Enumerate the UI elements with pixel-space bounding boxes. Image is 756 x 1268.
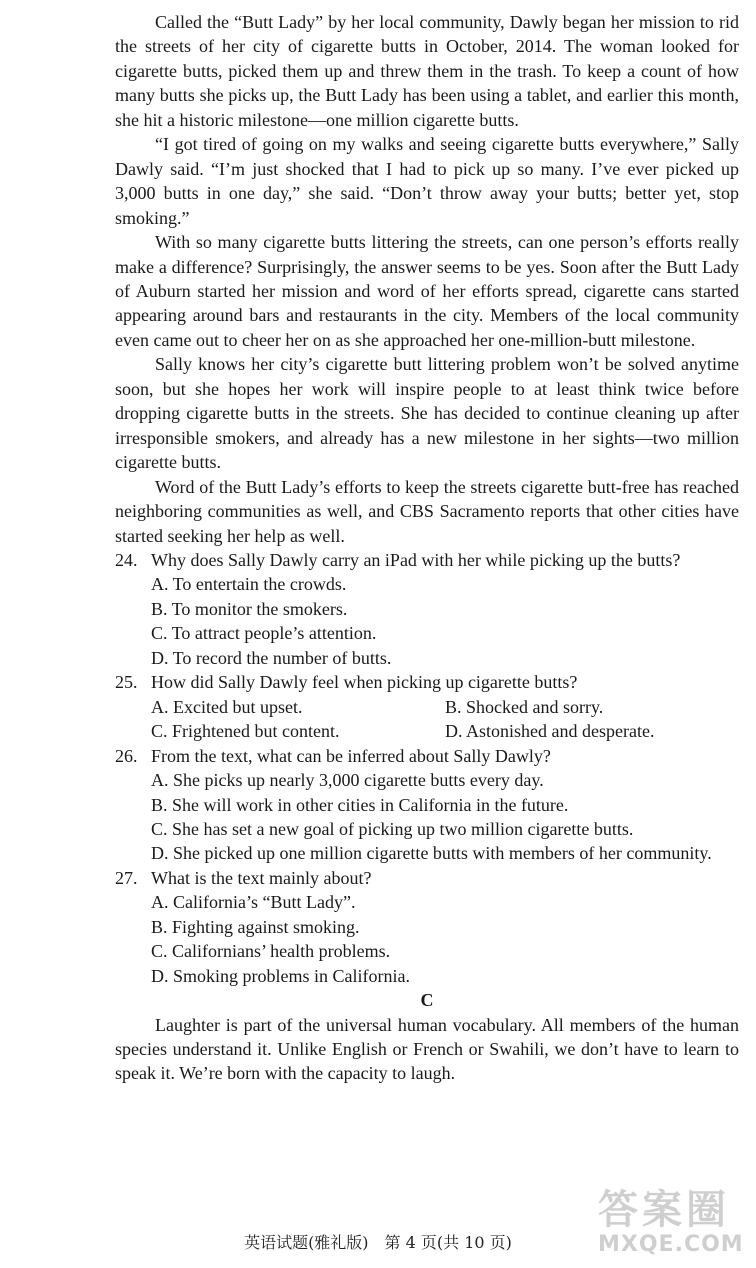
option-c: C. To attract people’s attention.: [151, 623, 377, 644]
option-d: D. Smoking problems in California.: [151, 965, 410, 986]
option-d: D. She picked up one million cigarette butts with members of her community.: [151, 843, 712, 864]
passage-paragraph: Word of the Butt Lady’s efforts to keep the streets cigarette butt-free has reached neighboring communities as well, and CBS Sacramento reports that other cities have started seeking her help as well.: [115, 476, 739, 546]
exam-page: [115, 10, 739, 1086]
passage-paragraph: Sally knows her city’s cigarette butt littering problem won’t be solved anytime soon, but she hopes her work will inspire people to at least think twice before dropping cigarette butts in the streets. She has decided to continue cleaning up after irresponsible smokers, and already has a new milestone in her sights—two million cigarette butts.: [115, 354, 739, 473]
question-stem: [115, 744, 739, 768]
options-list: [115, 695, 739, 744]
option-b: B. Fighting against smoking.: [151, 916, 360, 937]
page-footer: 英语试题(雅礼版) 第 4 页(共 10 页): [244, 1233, 512, 1252]
options-list: [115, 768, 739, 866]
question-number: 24.: [115, 549, 138, 570]
option-b: B. To monitor the smokers.: [151, 598, 348, 619]
option-a: A. Excited but upset.: [151, 696, 303, 717]
question-number: 27.: [115, 867, 138, 888]
question-number: 26.: [115, 745, 138, 766]
option-c: C. Frightened but content.: [151, 721, 340, 742]
question-25: [115, 670, 739, 743]
option-a: A. To entertain the crowds.: [151, 574, 347, 595]
question-stem: [115, 548, 739, 572]
question-stem: [115, 866, 739, 890]
option-c: C. She has set a new goal of picking up two million cigarette butts.: [151, 818, 634, 839]
option-d: D. To record the number of butts.: [151, 647, 392, 668]
question-27: [115, 866, 739, 988]
option-b: B. She will work in other cities in California in the future.: [151, 794, 569, 815]
option-c: C. Californians’ health problems.: [151, 941, 391, 962]
section-heading: C: [420, 990, 434, 1011]
question-text: Why does Sally Dawly carry an iPad with her while picking up the butts?: [151, 549, 681, 570]
option-a: A. She picks up nearly 3,000 cigarette butts every day.: [151, 770, 544, 791]
option-row: [151, 719, 739, 743]
watermark-text-bottom: MXQE.COM: [598, 1232, 744, 1257]
passage-paragraph: With so many cigarette butts littering the streets, can one person’s efforts really make a difference? Surprisingly, the answer seems to be yes. Soon after the Butt Lady of Auburn started her mission and word of her efforts spread, cigarette cans started appearing around bars and restaurants in the city. Members of the local community even came out to cheer her on as she approached her one-million-butt milestone.: [115, 232, 739, 350]
watermark-logo: [598, 1188, 748, 1266]
passage-paragraph: Laughter is part of the universal human vocabulary. All members of the human species understand it. Unlike English or French or Swahili, we don’t have to learn to speak it. We’re born with the capacity to laugh.: [115, 1014, 739, 1084]
question-text: From the text, what can be inferred about Sally Dawly?: [151, 745, 551, 766]
passage-paragraph: “I got tired of going on my walks and seeing cigarette butts everywhere,” Sally Dawly said. “I’m just shocked that I had to pick up so many. I’ve ever picked up 3,000 butts in one day,” she said. “Don’t throw away your butts; better yet, stop smoking.”: [115, 134, 739, 228]
option-d: D. Astonished and desperate.: [445, 721, 655, 742]
options-list: [115, 890, 739, 988]
question-number: 25.: [115, 672, 138, 693]
watermark-text-top: 答案圈: [598, 1187, 730, 1233]
question-24: [115, 548, 739, 670]
question-stem: [115, 670, 739, 694]
question-26: [115, 744, 739, 866]
option-b: B. Shocked and sorry.: [445, 696, 604, 717]
question-text: What is the text mainly about?: [151, 867, 372, 888]
option-a: A. California’s “Butt Lady”.: [151, 892, 356, 913]
options-list: [115, 572, 739, 670]
question-text: How did Sally Dawly feel when picking up cigarette butts?: [151, 672, 578, 693]
passage-paragraph: Called the “Butt Lady” by her local community, Dawly began her mission to rid the streets of her city of cigarette butts in October, 2014. The woman looked for cigarette butts, picked them up and threw them in the trash. To keep a count of how many butts she picks up, the Butt Lady has been using a tablet, and earlier this month, she hit a historic milestone—one million cigarette butts.: [115, 12, 739, 130]
option-row: [151, 695, 739, 719]
